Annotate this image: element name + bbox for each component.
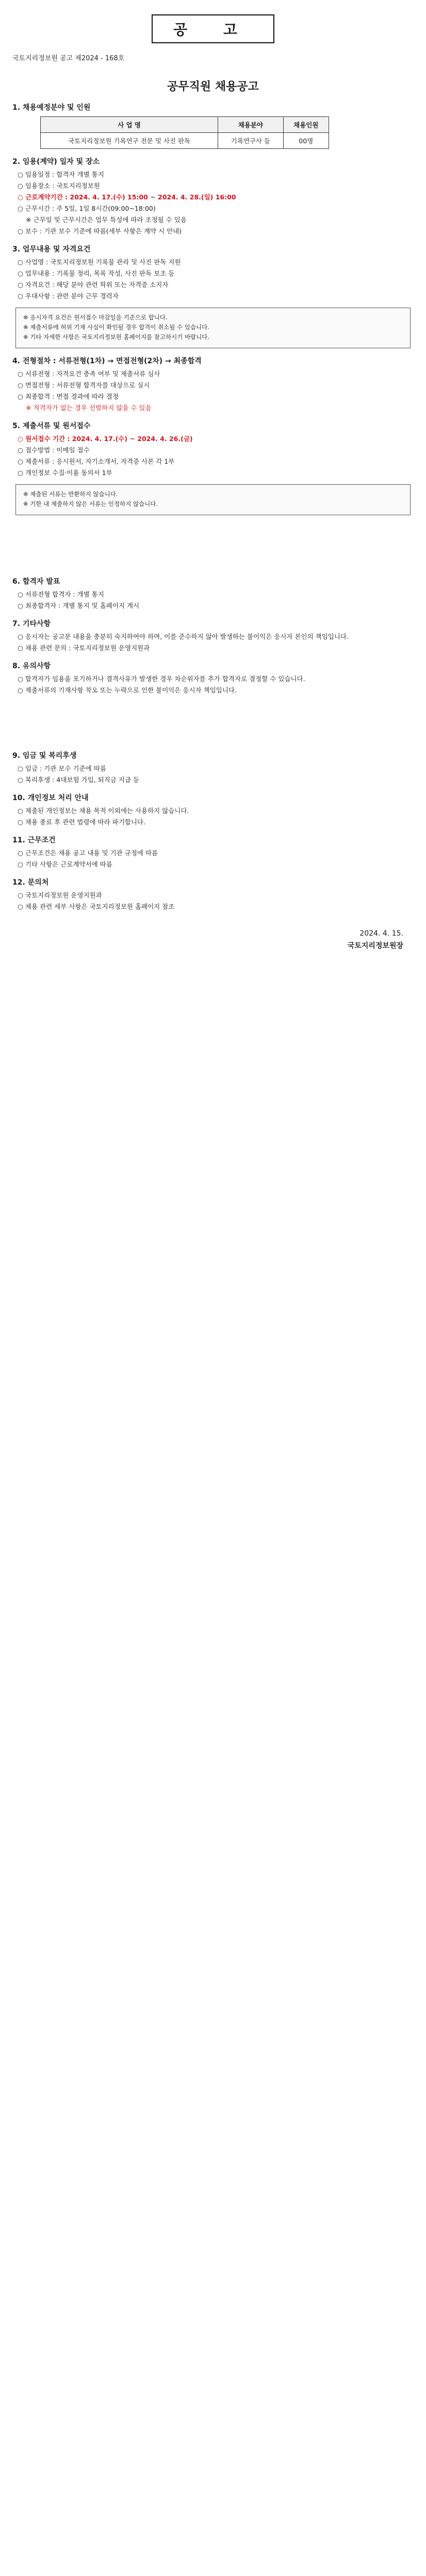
section8-line: ○ 합격자가 임용을 포기하거나 결격사유가 발생한 경우 차순위자를 추가 합격자로 결정할 수 있습니다.	[18, 675, 305, 683]
notice-line: ※ 기한 내 제출하지 않은 서류는 인정하지 않습니다.	[23, 500, 158, 507]
section3-line: ○ 사업명 : 국토지리정보원 기록물 관리 및 사진 판독 지원	[18, 258, 181, 266]
section4-line: ○ 최종합격 : 면접 결과에 따라 결정	[18, 393, 119, 400]
section7-line: ○ 채용 관련 문의 : 국토지리정보원 운영지원과	[18, 644, 150, 652]
section9-line: ○ 임금 : 기관 보수 기준에 따름	[18, 765, 106, 772]
notice-title: 공 고	[152, 14, 274, 43]
section10-heading: 10. 개인정보 처리 안내	[12, 794, 89, 802]
section4-line: ○ 서류전형 : 자격요건 충족 여부 및 제출서류 심사	[18, 370, 160, 378]
section10-line: ○ 채용 종료 후 관련 법령에 따라 파기합니다.	[18, 818, 145, 826]
title-area	[12, 10, 414, 43]
section12-line: ○ 채용 관련 세부 사항은 국토지리정보원 홈페이지 참조	[18, 903, 175, 910]
table-cell: 00명	[283, 133, 329, 149]
section2-line: ○ 임용장소 : 국토지리정보원	[18, 182, 100, 190]
table-header: 채용분야	[218, 117, 283, 133]
notice-line: ※ 응시자격 요건은 원서접수 마감일을 기준으로 합니다.	[23, 314, 168, 321]
section11-line: ○ 근무조건은 채용 공고 내용 및 기관 규정에 따름	[18, 849, 158, 857]
section5-line: ○ 원서접수 기간 : 2024. 4. 17.(수) ~ 2024. 4. 26.(금)	[18, 435, 193, 443]
closing-date: 2024. 4. 15.	[359, 929, 403, 938]
section11-line: ○ 기타 사항은 근로계약서에 따름	[18, 860, 112, 868]
section3-line: ○ 우대사항 : 관련 분야 근무 경력자	[18, 292, 119, 300]
table-row	[41, 133, 329, 149]
notice-line: ※ 기타 자세한 사항은 국토지리정보원 홈페이지를 참고하시기 바랍니다.	[23, 333, 210, 341]
section4-line: ○ 면접전형 : 서류전형 합격자를 대상으로 실시	[18, 381, 150, 389]
section7-line: ○ 응시자는 공고문 내용을 충분히 숙지하여야 하며, 이를 준수하지 않아 발생하는 불이익은 응시자 본인의 책임입니다.	[18, 633, 349, 640]
notice-box	[15, 484, 411, 515]
section12-heading: 12. 문의처	[12, 878, 49, 887]
table-header: 채용인원	[283, 117, 329, 133]
section4-line: ※ 적격자가 없는 경우 선발하지 않을 수 있음	[26, 404, 152, 412]
section3-heading: 3. 업무내용 및 자격요건	[12, 245, 91, 253]
section3-line: ○ 업무내용 : 기록물 정리, 목록 작성, 사진 판독 보조 등	[18, 269, 175, 277]
notice-box	[15, 308, 411, 348]
section2-line: ※ 근무일 및 근무시간은 업무 특성에 따라 조정될 수 있음	[26, 216, 187, 224]
section2-line: ○ 근로계약기간 : 2024. 4. 17.(수) 15:00 ~ 2024. 4. 28.(일) 16:00	[18, 193, 236, 201]
table-cell: 기록연구사 등	[218, 133, 283, 149]
closing-block	[12, 927, 414, 952]
section2-line: ○ 근무시간 : 주 5일, 1일 8시간(09:00~18:00)	[18, 205, 156, 212]
section8-heading: 8. 유의사항	[12, 662, 51, 670]
section5-line: ○ 접수방법 : 이메일 접수	[18, 446, 90, 454]
section6-line: ○ 서류전형 합격자 : 개별 통지	[18, 590, 104, 598]
closing-org: 국토지리정보원장	[347, 942, 403, 950]
section10-line: ○ 제출된 개인정보는 채용 목적 이외에는 사용하지 않습니다.	[18, 807, 189, 815]
section5-line: ○ 제출서류 : 응시원서, 자기소개서, 자격증 사본 각 1부	[18, 457, 175, 465]
section6-line: ○ 최종합격자 : 개별 통지 및 홈페이지 게시	[18, 602, 140, 609]
section6-heading: 6. 합격자 발표	[12, 578, 60, 586]
document-number: 국토지리정보원 공고 제2024 - 168호	[12, 55, 125, 62]
section9-heading: 9. 임금 및 복리후생	[12, 752, 77, 760]
notice-line: ※ 제출서류에 허위 기재 사실이 확인될 경우 합격이 취소될 수 있습니다.	[23, 324, 209, 331]
section2-heading: 2. 임용(계약) 일자 및 장소	[12, 158, 100, 166]
table-cell: 국토지리정보원 기록연구 전문 및 사진 판독	[41, 133, 218, 149]
notice-page	[12, 10, 414, 952]
section5-line: ○ 개인정보 수집·이용 동의서 1부	[18, 469, 112, 477]
section8-line: ○ 제출서류의 기재사항 착오 또는 누락으로 인한 불이익은 응시자 책임입니다.	[18, 686, 237, 694]
section2-line: ○ 보수 : 기관 보수 기준에 따름(세부 사항은 계약 시 안내)	[18, 227, 182, 235]
section3-line: ○ 자격요건 : 해당 분야 관련 학위 또는 자격증 소지자	[18, 281, 169, 289]
section1-heading: 1. 채용예정분야 및 인원	[12, 104, 91, 112]
recruitment-table	[40, 116, 329, 149]
section2-line: ○ 임용일정 : 합격자 개별 통지	[18, 171, 104, 178]
section4-heading: 4. 전형절차 : 서류전형(1차) → 면접전형(2차) → 최종합격	[12, 357, 202, 365]
section12-line: ○ 국토지리정보원 운영지원과	[18, 891, 102, 899]
notice-line: ※ 제출된 서류는 반환하지 않습니다.	[23, 490, 118, 498]
table-header: 사 업 명	[41, 117, 218, 133]
main-title: 공무직원 채용공고	[167, 80, 259, 93]
section11-heading: 11. 근무조건	[12, 836, 56, 844]
section7-heading: 7. 기타사항	[12, 620, 51, 628]
section5-heading: 5. 제출서류 및 원서접수	[12, 422, 91, 430]
section9-line: ○ 복리후생 : 4대보험 가입, 퇴직금 지급 등	[18, 776, 139, 784]
